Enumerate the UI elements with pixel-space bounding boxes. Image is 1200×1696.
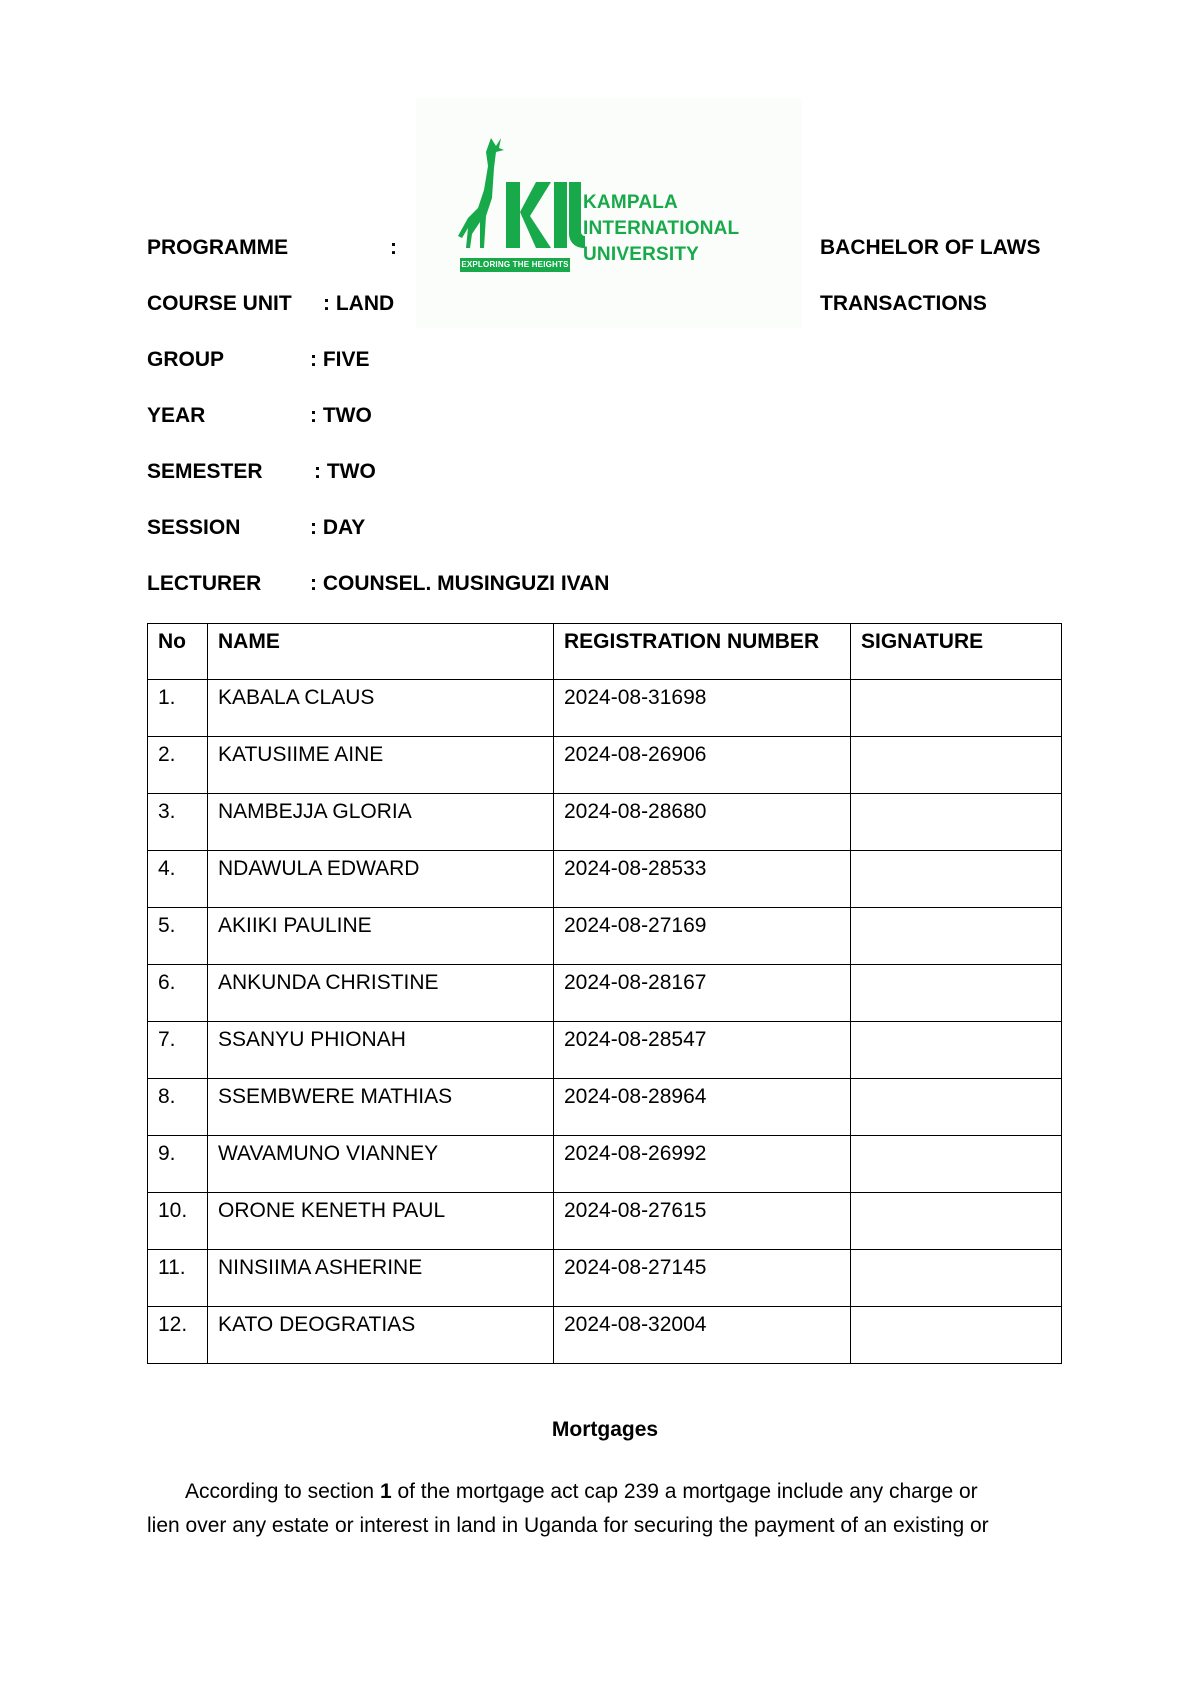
section-heading: Mortgages <box>551 1418 659 1441</box>
group-value: : FIVE <box>310 348 370 371</box>
header-no: No <box>148 624 208 680</box>
row-registration-number: 2024-08-28547 <box>554 1022 851 1079</box>
course-unit-label: COURSE UNIT <box>147 292 292 315</box>
programme-colon: : <box>390 236 397 259</box>
table-row <box>148 908 1062 965</box>
course-unit-value-end: TRANSACTIONS <box>820 292 987 315</box>
table-row <box>148 737 1062 794</box>
row-registration-number: 2024-08-27145 <box>554 1250 851 1307</box>
row-name: SSANYU PHIONAH <box>208 1022 554 1079</box>
section-paragraph <box>147 1475 1061 1543</box>
table-row <box>148 1136 1062 1193</box>
section-number: 1 <box>379 1480 392 1503</box>
table-row <box>148 965 1062 1022</box>
row-signature <box>851 851 1062 908</box>
line1-post: of the mortgage act cap 239 a mortgage include any charge or <box>391 1480 978 1503</box>
row-name: SSEMBWERE MATHIAS <box>208 1079 554 1136</box>
group-label: GROUP <box>147 348 225 371</box>
row-number: 7. <box>148 1022 208 1079</box>
row-registration-number: 2024-08-28680 <box>554 794 851 851</box>
year-label: YEAR <box>147 404 206 427</box>
row-registration-number: 2024-08-28964 <box>554 1079 851 1136</box>
row-registration-number: 2024-08-27169 <box>554 908 851 965</box>
header-name: NAME <box>208 624 554 680</box>
row-number: 4. <box>148 851 208 908</box>
row-name: KABALA CLAUS <box>208 680 554 737</box>
row-registration-number: 2024-08-31698 <box>554 680 851 737</box>
row-name: NINSIIMA ASHERINE <box>208 1250 554 1307</box>
row-number: 1. <box>148 680 208 737</box>
row-name: KATUSIIME AINE <box>208 737 554 794</box>
row-number: 12. <box>148 1307 208 1364</box>
paragraph-line-2: lien over any estate or interest in land in Uganda for securing the payment of an existing or <box>147 1514 989 1537</box>
row-number: 10. <box>148 1193 208 1250</box>
table-row <box>148 1022 1062 1079</box>
session-value: : DAY <box>310 516 366 539</box>
table-row <box>148 1250 1062 1307</box>
university-name-line-1: KAMPALA <box>583 192 678 213</box>
line1-pre: According to section <box>185 1480 380 1503</box>
university-name <box>583 190 739 268</box>
row-name: ANKUNDA CHRISTINE <box>208 965 554 1022</box>
course-unit-value-start: : LAND <box>323 292 395 315</box>
row-registration-number: 2024-08-32004 <box>554 1307 851 1364</box>
row-number: 6. <box>148 965 208 1022</box>
semester-label: SEMESTER <box>147 460 263 483</box>
row-number: 2. <box>148 737 208 794</box>
group-members-table <box>147 623 1062 1364</box>
row-registration-number: 2024-08-26906 <box>554 737 851 794</box>
session-label: SESSION <box>147 516 241 539</box>
table-row <box>148 1307 1062 1364</box>
row-name: AKIIKI PAULINE <box>208 908 554 965</box>
row-signature <box>851 1193 1062 1250</box>
programme-label: PROGRAMME <box>147 236 289 259</box>
paragraph-line-1 <box>147 1475 1061 1509</box>
row-signature <box>851 965 1062 1022</box>
row-name: KATO DEOGRATIAS <box>208 1307 554 1364</box>
row-number: 9. <box>148 1136 208 1193</box>
row-name: NAMBEJJA GLORIA <box>208 794 554 851</box>
row-registration-number: 2024-08-28533 <box>554 851 851 908</box>
row-name: WAVAMUNO VIANNEY <box>208 1136 554 1193</box>
row-number: 8. <box>148 1079 208 1136</box>
row-signature <box>851 908 1062 965</box>
row-signature <box>851 1079 1062 1136</box>
row-signature <box>851 794 1062 851</box>
logo-tagline: EXPLORING THE HEIGHTS <box>460 258 570 272</box>
table-row <box>148 1079 1062 1136</box>
row-number: 11. <box>148 1250 208 1307</box>
semester-value: : TWO <box>314 460 376 483</box>
university-name-line-2: INTERNATIONAL <box>583 218 740 239</box>
university-logo <box>416 98 802 328</box>
row-registration-number: 2024-08-28167 <box>554 965 851 1022</box>
row-signature <box>851 737 1062 794</box>
table-row <box>148 680 1062 737</box>
table-row <box>148 851 1062 908</box>
programme-value: BACHELOR OF LAWS <box>820 236 1041 259</box>
table-header-row <box>148 624 1062 680</box>
row-number: 3. <box>148 794 208 851</box>
row-name: NDAWULA EDWARD <box>208 851 554 908</box>
row-signature <box>851 1022 1062 1079</box>
university-name-line-3: UNIVERSITY <box>583 244 700 265</box>
row-registration-number: 2024-08-27615 <box>554 1193 851 1250</box>
lecturer-label: LECTURER <box>147 572 262 595</box>
year-value: : TWO <box>310 404 372 427</box>
row-signature <box>851 1307 1062 1364</box>
row-signature <box>851 1136 1062 1193</box>
row-signature <box>851 1250 1062 1307</box>
table-row <box>148 1193 1062 1250</box>
row-signature <box>851 680 1062 737</box>
giraffe-kiu-emblem-icon <box>456 138 586 258</box>
row-registration-number: 2024-08-26992 <box>554 1136 851 1193</box>
table-row <box>148 794 1062 851</box>
row-number: 5. <box>148 908 208 965</box>
lecturer-value: : COUNSEL. MUSINGUZI IVAN <box>310 572 610 595</box>
header-registration-number: REGISTRATION NUMBER <box>554 624 851 680</box>
row-name: ORONE KENETH PAUL <box>208 1193 554 1250</box>
header-signature: SIGNATURE <box>851 624 1062 680</box>
